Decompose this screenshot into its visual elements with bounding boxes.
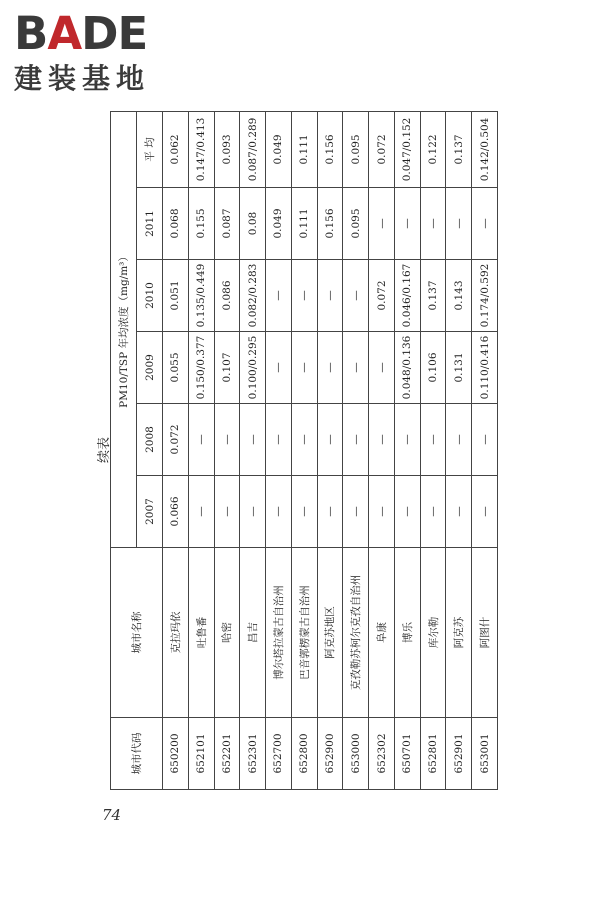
value-cell: 0.111 [291, 188, 317, 260]
city-code-cell: 652700 [266, 718, 292, 790]
value-cell: — [214, 404, 240, 476]
value-cell: 0.087/0.289 [240, 111, 266, 187]
city-name-cell: 克孜勒苏柯尔克孜自治州 [343, 548, 369, 718]
value-cell: — [446, 188, 472, 260]
value-cell: 0.156 [317, 188, 343, 260]
header-year: 2007 [137, 476, 163, 548]
header-year: 2009 [137, 332, 163, 404]
header-year: 2010 [137, 260, 163, 332]
value-cell: 0.072 [163, 404, 189, 476]
logo-chinese: 建装基地 [14, 62, 151, 95]
city-code-cell: 652101 [188, 718, 214, 790]
value-cell: — [291, 404, 317, 476]
city-name-cell: 博尔塔拉蒙古自治州 [266, 548, 292, 718]
city-name-cell: 吐鲁番 [188, 548, 214, 718]
value-cell: — [188, 476, 214, 548]
value-cell: 0.051 [163, 260, 189, 332]
value-cell: — [472, 188, 498, 260]
value-cell: 0.150/0.377 [188, 332, 214, 404]
value-cell: — [343, 476, 369, 548]
value-cell: 0.111 [291, 111, 317, 187]
value-cell: — [317, 260, 343, 332]
value-cell: — [317, 476, 343, 548]
value-cell: 0.137 [446, 111, 472, 187]
value-cell: 0.100/0.295 [240, 332, 266, 404]
value-cell: 0.087 [214, 188, 240, 260]
city-name-cell: 昌吉 [240, 548, 266, 718]
value-cell: 0.08 [240, 188, 266, 260]
value-cell: 0.082/0.283 [240, 260, 266, 332]
table-row [369, 111, 395, 789]
table-row [188, 111, 214, 789]
value-cell: 0.072 [369, 111, 395, 187]
logo-wordmark: BADE [14, 7, 148, 60]
value-cell: 0.062 [163, 111, 189, 187]
value-cell: 0.106 [420, 332, 446, 404]
value-cell: 0.068 [163, 188, 189, 260]
table-row [317, 111, 343, 789]
city-name-cell: 阜康 [369, 548, 395, 718]
table-row [266, 111, 292, 789]
table-row [163, 111, 189, 789]
value-cell: — [343, 332, 369, 404]
value-cell: — [394, 188, 420, 260]
value-cell: 0.049 [266, 188, 292, 260]
city-code-cell: 653001 [472, 718, 498, 790]
value-cell: — [291, 260, 317, 332]
value-cell: — [420, 476, 446, 548]
header-year: 平 均 [137, 111, 163, 187]
value-cell: — [420, 188, 446, 260]
value-cell: — [291, 476, 317, 548]
city-code-cell: 652801 [420, 718, 446, 790]
table-caption: 续表 [96, 437, 112, 464]
value-cell: 0.110/0.416 [472, 332, 498, 404]
value-cell: 0.066 [163, 476, 189, 548]
value-cell: 0.155 [188, 188, 214, 260]
value-cell: — [343, 260, 369, 332]
value-cell: 0.174/0.592 [472, 260, 498, 332]
table-row [472, 111, 498, 789]
table-row [394, 111, 420, 789]
city-code-cell: 652800 [291, 718, 317, 790]
value-cell: 0.142/0.504 [472, 111, 498, 187]
city-name-cell: 博乐 [394, 548, 420, 718]
city-name-cell: 克拉玛依 [163, 548, 189, 718]
city-name-cell: 阿图什 [472, 548, 498, 718]
value-cell: 0.137 [420, 260, 446, 332]
value-cell: — [472, 476, 498, 548]
header-year: 2008 [137, 404, 163, 476]
value-cell: — [240, 404, 266, 476]
value-cell: — [291, 332, 317, 404]
value-cell: — [446, 404, 472, 476]
city-code-cell: 653000 [343, 718, 369, 790]
table-row [343, 111, 369, 789]
value-cell: — [369, 404, 395, 476]
value-cell: — [188, 404, 214, 476]
value-cell: 0.086 [214, 260, 240, 332]
value-cell: 0.107 [214, 332, 240, 404]
header-year: 2011 [137, 188, 163, 260]
value-cell: — [369, 476, 395, 548]
value-cell: — [420, 404, 446, 476]
value-cell: — [394, 404, 420, 476]
city-name-cell: 阿克苏 [446, 548, 472, 718]
city-code-cell: 652900 [317, 718, 343, 790]
city-name-cell: 哈密 [214, 548, 240, 718]
value-cell: — [266, 260, 292, 332]
value-cell: — [317, 404, 343, 476]
value-cell: — [266, 332, 292, 404]
header-city-name: 城市名称 [111, 548, 163, 718]
city-code-cell: 652302 [369, 718, 395, 790]
value-cell: 0.055 [163, 332, 189, 404]
table-row [420, 111, 446, 789]
value-cell: 0.046/0.167 [394, 260, 420, 332]
table-row [446, 111, 472, 789]
value-cell: — [394, 476, 420, 548]
value-cell: 0.093 [214, 111, 240, 187]
city-code-cell: 650701 [394, 718, 420, 790]
value-cell: — [214, 476, 240, 548]
value-cell: 0.156 [317, 111, 343, 187]
value-cell: 0.131 [446, 332, 472, 404]
value-cell: 0.143 [446, 260, 472, 332]
value-cell: — [369, 188, 395, 260]
value-cell: — [446, 476, 472, 548]
value-cell: — [266, 404, 292, 476]
value-cell: 0.047/0.152 [394, 111, 420, 187]
value-cell: 0.135/0.449 [188, 260, 214, 332]
value-cell: — [369, 332, 395, 404]
page-number: 74 [102, 806, 122, 824]
value-cell: 0.048/0.136 [394, 332, 420, 404]
city-code-cell: 652201 [214, 718, 240, 790]
table-row [214, 111, 240, 789]
value-cell: — [343, 404, 369, 476]
table-row [291, 111, 317, 789]
logo [14, 8, 174, 96]
value-cell: — [240, 476, 266, 548]
city-code-cell: 652301 [240, 718, 266, 790]
city-name-cell: 库尔勒 [420, 548, 446, 718]
value-cell: 0.095 [343, 111, 369, 187]
city-code-cell: 652901 [446, 718, 472, 790]
value-cell: — [317, 332, 343, 404]
value-cell: 0.072 [369, 260, 395, 332]
rotated-table-region [110, 112, 498, 790]
pm10-table [110, 111, 498, 790]
value-cell: 0.147/0.413 [188, 111, 214, 187]
header-city-code: 城市代码 [111, 718, 163, 790]
value-cell: 0.049 [266, 111, 292, 187]
header-pm10-group: PM10/TSP 年均浓度（mg/m³） [111, 111, 137, 547]
value-cell: 0.095 [343, 188, 369, 260]
value-cell: — [472, 404, 498, 476]
table-row [240, 111, 266, 789]
city-name-cell: 阿克苏地区 [317, 548, 343, 718]
city-name-cell: 巴音郭楞蒙古自治州 [291, 548, 317, 718]
city-code-cell: 650200 [163, 718, 189, 790]
value-cell: — [266, 476, 292, 548]
value-cell: 0.122 [420, 111, 446, 187]
